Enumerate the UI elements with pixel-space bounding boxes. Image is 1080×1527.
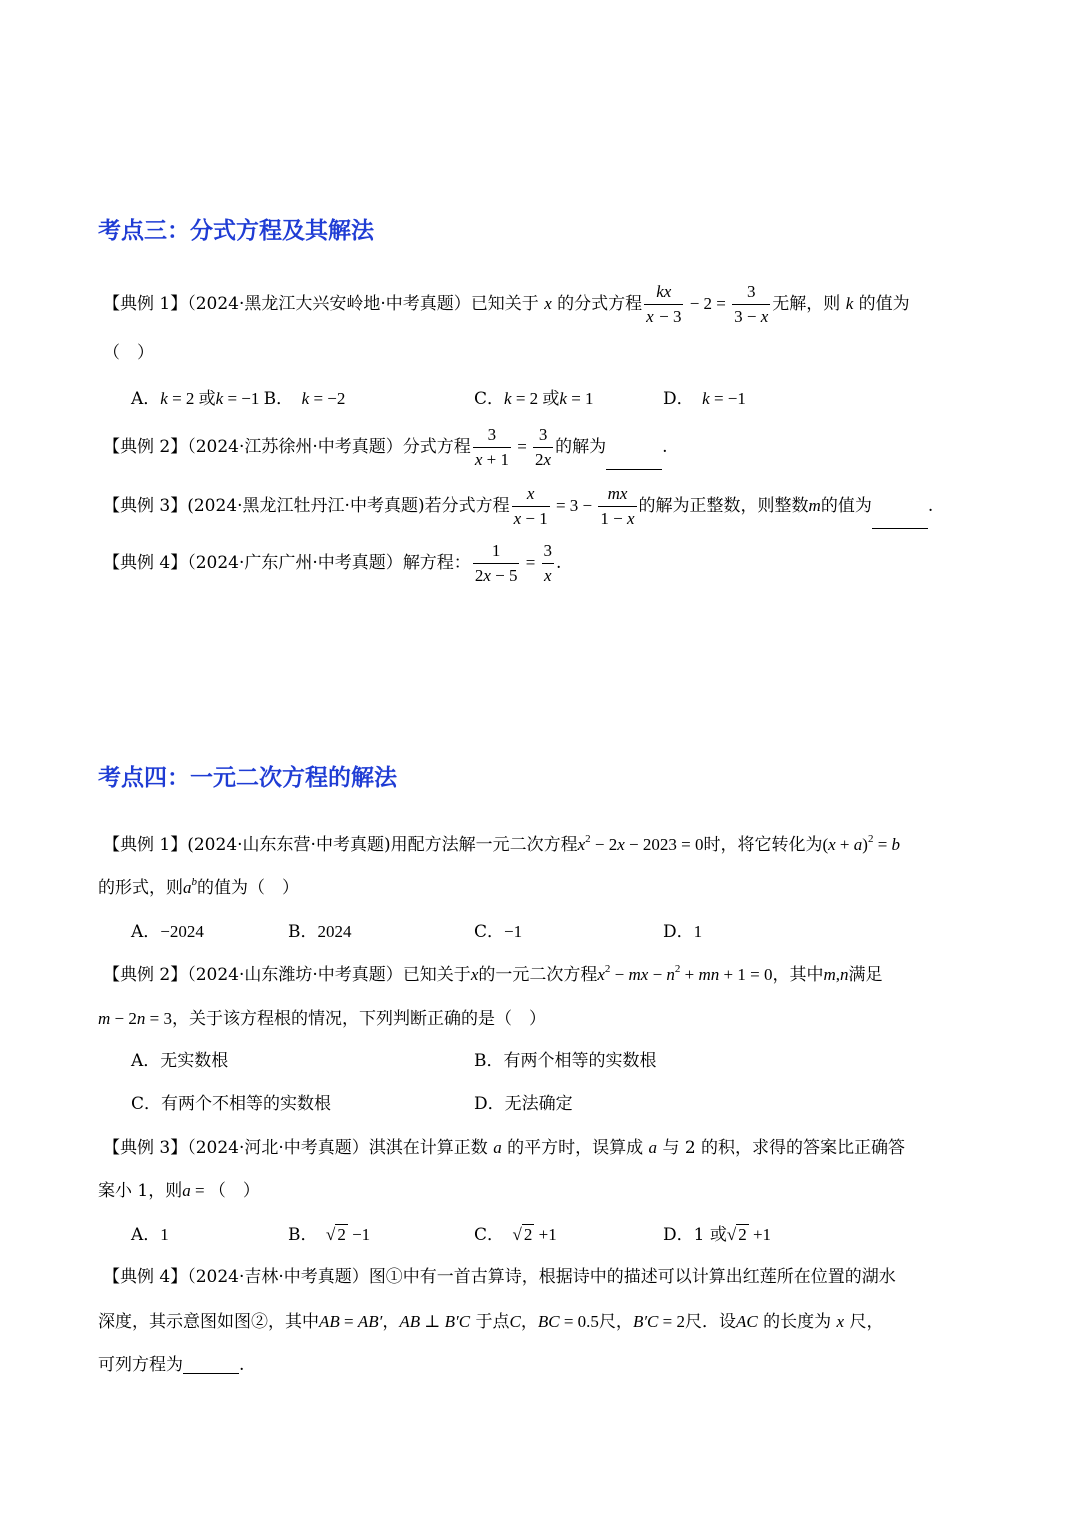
example-tag: 【典例 1】	[103, 294, 188, 315]
s4-example4-line3: 可列方程为 .	[98, 1355, 245, 1375]
text: 的分式方程	[557, 294, 643, 315]
s3-example4: 【典例 4】（2024·广东广州·中考真题）解方程： $\frac{1}{2x - 5}$ = $\frac{3}{x}$ .	[103, 540, 562, 585]
fraction-1-over-2x-5: $\frac{1}{2x - 5}$	[474, 540, 518, 585]
var-x: x	[544, 294, 552, 314]
example-source: （2024·山东潍坊·中考真题）	[187, 965, 403, 985]
s4-example1-line2: 的形式，则$a^b$的值为（ ）	[98, 876, 299, 898]
example-tag: 【典例 2】	[103, 437, 188, 457]
s4-e1-option-b: B．2024	[288, 922, 352, 942]
s4-example2-line1: 【典例 2】（2024·山东潍坊·中考真题）已知关于x的一元二次方程$x^2$ − mx − $n^2$ + mn + 1 = 0，其中m,n满足	[103, 963, 883, 985]
s3-example3: 【典例 3】(2024·黑龙江牡丹江·中考真题)若分式方程 $\frac{x}{x - 1}$ = 3 − $\frac{mx}{1 - x}$ 的解为正整数，则整数m的值为 .	[103, 483, 934, 528]
example-source: (2024·山东东营·中考真题)	[187, 835, 391, 855]
example-tag: 【典例 4】	[103, 553, 188, 573]
answer-blank	[606, 452, 662, 470]
example-tag: 【典例 1】	[103, 835, 188, 855]
s3-example2: 【典例 2】（2024·江苏徐州·中考真题）分式方程 $\frac{3}{x + 1}$ = $\frac{3}{2x}$ 的解为 .	[103, 424, 668, 469]
fraction-x-over-x-1: $\frac{x}{x - 1}$	[513, 483, 548, 528]
example-tag: 【典例 3】	[103, 496, 188, 516]
answer-blank	[183, 1356, 239, 1374]
s4-example1-line1: 【典例 1】(2024·山东东营·中考真题)用配方法解一元二次方程$x^2 - 2x - 2023 = 0$时，将它转化为$(x + a)^2 = b$	[103, 833, 901, 855]
text: 无解，则	[772, 294, 841, 315]
s4-e2-option-a: A．无实数根	[131, 1051, 229, 1071]
answer-blank	[872, 511, 928, 529]
text: 已知关于	[470, 294, 539, 315]
s3-e1-option-c: C．k = 2 或k = 1	[474, 389, 594, 409]
s3-example1-paren: （ ）	[103, 343, 154, 363]
s3-e1-option-d: D． k = −1	[663, 389, 746, 409]
fraction-kx-over-x-3: $\frac{kx}{x - 3}$	[646, 282, 682, 326]
s4-e2-option-c: C．有两个不相等的实数根	[131, 1094, 332, 1114]
example-source: (2024·黑龙江牡丹江·中考真题)	[187, 496, 425, 516]
s3-e1-option-a: A．k = 2 或k = −1 B． k = −2	[131, 389, 346, 409]
section3-heading: 考点三：分式方程及其解法	[98, 218, 374, 244]
example-source: （2024·吉林·中考真题）	[187, 1267, 369, 1287]
example-tag: 【典例 3】	[103, 1138, 188, 1158]
s4-e1-option-c: C．−1	[474, 922, 523, 942]
fraction-3-over-2x: $\frac{3}{2x}$	[535, 424, 552, 469]
s4-e2-option-d: D．无法确定	[474, 1094, 573, 1114]
s4-e3-option-b: B． √ 2 −1	[288, 1225, 371, 1245]
s3-example1-line1: 【典例 1】（2024·黑龙江大兴安岭地·中考真题）已知关于 x 的分式方程 $\frac{kx}{x - 3}$ − 2 = $\frac{3}{3 - x}$ 无解，则 k 的值为	[103, 282, 910, 326]
s4-example4-line1: 【典例 4】（2024·吉林·中考真题）图①中有一首古算诗，根据诗中的描述可以计算出红莲所在位置的湖水	[103, 1267, 896, 1287]
example-tag: 【典例 2】	[103, 965, 188, 985]
section4-heading: 考点四：一元二次方程的解法	[98, 765, 397, 791]
s4-example2-line2: m − 2n = 3，关于该方程根的情况，下列判断正确的是（ ）	[98, 1009, 546, 1029]
fraction-3-over-3-x: $\frac{3}{3 - x}$	[734, 282, 769, 326]
text: 的值为	[858, 294, 910, 315]
example-source: （2024·广东广州·中考真题）	[187, 553, 403, 573]
s4-example4-line2: 深度，其示意图如图②，其中AB = AB′，AB ⊥ B′C 于点C，BC = 0.5尺，B′C = 2尺．设AC 的长度为 x 尺，	[98, 1312, 884, 1332]
s4-example3-line1: 【典例 3】（2024·河北·中考真题）淇淇在计算正数 a 的平方时，误算成 a 与 2 的积，求得的答案比正确答	[103, 1138, 906, 1158]
s4-e1-option-a: A．−2024	[131, 922, 204, 942]
s4-e3-option-d: D．1 或√ 2 +1	[663, 1225, 772, 1245]
fraction-3-over-x: $\frac{3}{x}$	[543, 541, 553, 585]
fraction-3-over-x+1: $\frac{3}{x + 1}$	[474, 424, 509, 469]
s4-example3-line2: 案小 1，则a = （ ）	[98, 1181, 260, 1201]
s4-e3-option-c: C． √ 2 +1	[474, 1225, 557, 1245]
s4-e2-option-b: B．有两个相等的实数根	[474, 1051, 657, 1071]
s4-e3-option-a: A．1	[131, 1225, 169, 1245]
s3-e1-option-b-label: B．	[263, 389, 285, 409]
fraction-mx-over-1-x: $\frac{mx}{1 - x}$	[600, 483, 635, 528]
example-tag: 【典例 4】	[103, 1267, 188, 1287]
example-source: （2024·河北·中考真题）	[187, 1138, 369, 1158]
s4-e1-option-d: D．1	[663, 922, 703, 942]
example-source: （2024·黑龙江大兴安岭地·中考真题）	[187, 294, 471, 315]
example-source: （2024·江苏徐州·中考真题）	[187, 437, 403, 457]
